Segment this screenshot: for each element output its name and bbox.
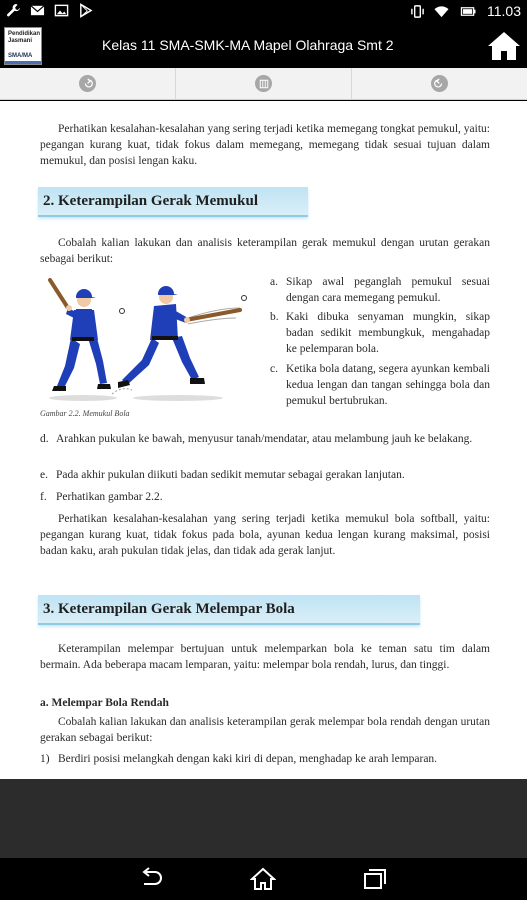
section-3-title: 3. Keterampilan Gerak Melempar Bola (43, 601, 295, 617)
section-2-heading (38, 187, 308, 217)
pages-menu-button[interactable] (176, 68, 352, 99)
battery-icon (458, 4, 478, 19)
next-page-button[interactable] (352, 68, 527, 99)
mail-icon (30, 3, 45, 18)
app-bar (0, 24, 527, 68)
app-logo-bottom-text: SMA/MA (8, 53, 33, 59)
play-store-icon (78, 3, 93, 18)
list-text: Kaki dibuka senyaman mungkin, sikap badan sedikit membungkuk, mengahadap ke pelemparan bola. (286, 311, 490, 355)
list-marker: a. (270, 276, 278, 288)
status-right-icons (410, 3, 521, 19)
clock: 11.03 (487, 3, 521, 19)
list-item (270, 274, 490, 306)
subsection-a-title: a. Melempar Bola Rendah (40, 697, 169, 709)
nav-home-button[interactable] (250, 867, 276, 891)
list-text: Perhatikan gambar 2.2. (56, 491, 163, 503)
status-left-icons (6, 3, 93, 18)
list-text: Pada akhir pukulan diikuti badan sedikit memutar sebagai gerakan lanjutan. (56, 469, 405, 481)
section-3-intro: Keterampilan melempar bertujuan untuk melemparkan bola ke teman satu tim dalam bermain. Ada beberapa macam lemparan, yaitu: melempar bola rendah, lurus, dan tinggi. (40, 643, 490, 671)
home-icon (487, 30, 521, 62)
home-button[interactable] (487, 30, 521, 62)
list-marker: 1) (40, 753, 50, 765)
batter-swing-figure (112, 286, 247, 394)
app-logo-top-text: Pendidikan Jasmani (8, 31, 41, 44)
list-text: Sikap awal peganglah pemukul sesuai dengan cara memegang pemukul. (286, 276, 490, 304)
pages-menu-icon (255, 75, 272, 92)
page-toolbar (0, 68, 527, 100)
list-marker: b. (270, 311, 279, 323)
recent-apps-button[interactable] (362, 867, 388, 891)
section-2-title: 2. Keterampilan Gerak Memukul (43, 193, 258, 209)
section-2-intro: Cobalah kalian lakukan dan analisis keterampilan gerak memukul dengan urutan gerakan sebagai berikut: (40, 237, 490, 265)
navigation-bar (0, 858, 527, 900)
previous-page-icon (79, 75, 96, 92)
figure-caption: Gambar 2.2. Memukul Bola (40, 409, 130, 418)
list-text: Arahkan pukulan ke bawah, menyusur tanah/mendatar, atau melambung jauh ke belakang. (56, 433, 473, 445)
list-marker: c. (270, 363, 278, 375)
batting-illustration (38, 278, 260, 408)
wifi-icon (434, 4, 449, 19)
vibrate-icon (410, 4, 425, 19)
list-item (40, 751, 490, 767)
next-page-icon (431, 75, 448, 92)
subsection-a-intro: Cobalah kalian lakukan dan analisis keterampilan gerak melempar bola rendah dengan urutan gerakan sebagai berikut: (40, 716, 490, 744)
back-button[interactable] (138, 867, 164, 891)
empty-area (0, 779, 527, 858)
previous-page-button[interactable] (0, 68, 176, 99)
recent-apps-icon (362, 867, 388, 891)
list-item (270, 361, 490, 409)
list-item (270, 309, 490, 357)
list-marker: e. (40, 469, 48, 481)
wrench-icon (6, 3, 21, 18)
batter-stance-figure (50, 280, 111, 391)
document-page[interactable] (0, 101, 527, 779)
list-marker: d. (40, 433, 49, 445)
back-icon (138, 867, 164, 891)
image-icon (54, 3, 69, 18)
list-item (40, 431, 490, 447)
list-marker: f. (40, 491, 47, 503)
list-item (40, 489, 490, 505)
section-3-heading (38, 595, 420, 625)
list-text: Berdiri posisi melangkah dengan kaki kiri di depan, menghadap ke arah lemparan. (58, 753, 438, 765)
home-icon (250, 867, 276, 891)
app-title: Kelas 11 SMA-SMK-MA Mapel Olahraga Smt 2 (102, 37, 394, 53)
intro-paragraph: Perhatikan kesalahan-kesalahan yang sering terjadi ketika memegang tongkat pemukul, yaitu: pegangan kurang kuat, tidak fokus dalam memegang, memegang tidak sesuai tujuan dalam memukul, dan posisi lengan kaku. (40, 123, 490, 167)
app-logo (4, 27, 42, 65)
list-text: Ketika bola datang, segera ayunkan kembali kedua lengan dan tangan sehingga bola dan pemukul bertubrukan. (286, 363, 490, 407)
mistakes-paragraph: Perhatikan kesalahan-kesalahan yang sering terjadi ketika memukul bola softball, yaitu: pegangan kurang kuat, tidak fokus pada bola, ayunan kedua lengan kurang maksimal, posisi badan kaku, arah pukulan tidak jelas, dan tidak ada gerak lanjut. (40, 513, 490, 557)
list-item (40, 467, 490, 483)
status-bar (0, 0, 527, 24)
